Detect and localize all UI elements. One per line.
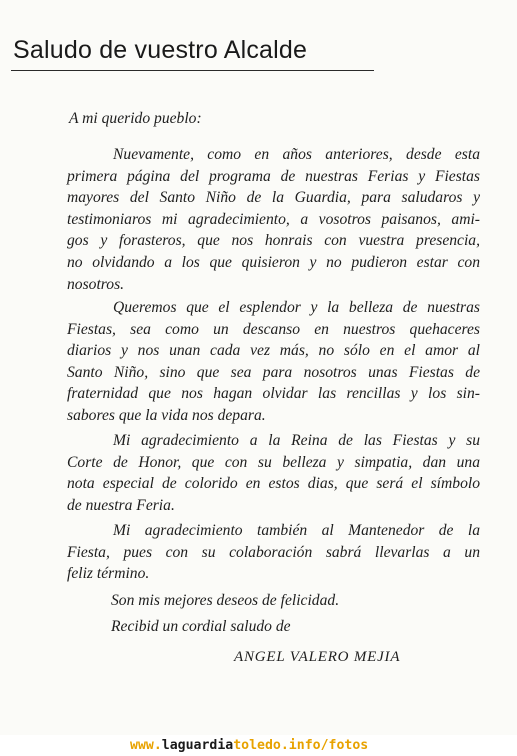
paragraph-line: nota especial de colorido en estos dias, que será el símbolo bbox=[67, 475, 480, 493]
paragraph-line: Queremos que el esplendor y la belleza de nuestras bbox=[113, 299, 480, 316]
paragraph-line: Nuevamente, como en años anteriores, desde esta bbox=[113, 146, 480, 163]
paragraph-line: Santo Niño, sino que sea para nosotros unas Fiestas de bbox=[67, 363, 480, 381]
paragraph-line: Fiesta, pues con su colaboración sabrá llevarlas a un bbox=[67, 543, 480, 561]
paragraph-3 bbox=[67, 430, 480, 516]
watermark-prefix: www. bbox=[130, 738, 162, 753]
document-title: Saludo de vuestro Alcalde bbox=[13, 36, 308, 64]
paragraph-line: Corte de Honor, que con su belleza y simpatia, dan una bbox=[67, 453, 480, 471]
closing-greeting: Recibid un cordial saludo de bbox=[111, 618, 291, 635]
closing-wishes: Son mis mejores deseos de felicidad. bbox=[111, 592, 340, 609]
paragraph-line: Mi agradecimiento también al Mantenedor de la bbox=[113, 522, 480, 539]
paragraph-4 bbox=[67, 520, 480, 585]
paragraph-line: gos y forasteros, que nos honrais con vuestra presencia, bbox=[67, 232, 480, 250]
title-underline bbox=[11, 70, 374, 71]
paragraph-line: fraternidad que nos hagan olvidar las rencillas y los sin- bbox=[67, 385, 480, 403]
paragraph-line: feliz término. bbox=[67, 565, 150, 583]
watermark-part1: laguardia bbox=[161, 738, 234, 753]
watermark-part2: toledo.info/fotos bbox=[233, 738, 369, 753]
paragraph-line: de nuestra Feria. bbox=[67, 496, 175, 514]
paragraph-line: Fiestas, sea como un descanso en nuestros quehaceres bbox=[67, 320, 480, 338]
paragraph-line: Mi agradecimiento a la Reina de las Fiestas y su bbox=[113, 432, 480, 449]
watermark-url bbox=[130, 738, 368, 753]
paragraph-line: testimoniaros mi agradecimiento, a vosotros paisanos, ami- bbox=[67, 210, 480, 228]
paragraph-line: diarios y nos unan cada vez más, no sólo en el amor al bbox=[67, 342, 480, 360]
paragraph-1 bbox=[67, 144, 480, 295]
paragraph-line: primera página del programa de nuestras Ferias y Fiestas bbox=[67, 167, 480, 185]
paragraph-line: mayores del Santo Niño de la Guardia, para saludaros y bbox=[67, 189, 480, 207]
salutation: A mi querido pueblo: bbox=[69, 110, 202, 127]
paragraph-line: nosotros. bbox=[67, 275, 125, 293]
signature: ANGEL VALERO MEJIA bbox=[234, 649, 401, 665]
paragraph-2 bbox=[67, 297, 480, 427]
paragraph-line: no olvidando a los que quisieron y no pudieron estar con bbox=[67, 253, 480, 271]
paragraph-line: sabores que la vida nos depara. bbox=[67, 406, 266, 424]
